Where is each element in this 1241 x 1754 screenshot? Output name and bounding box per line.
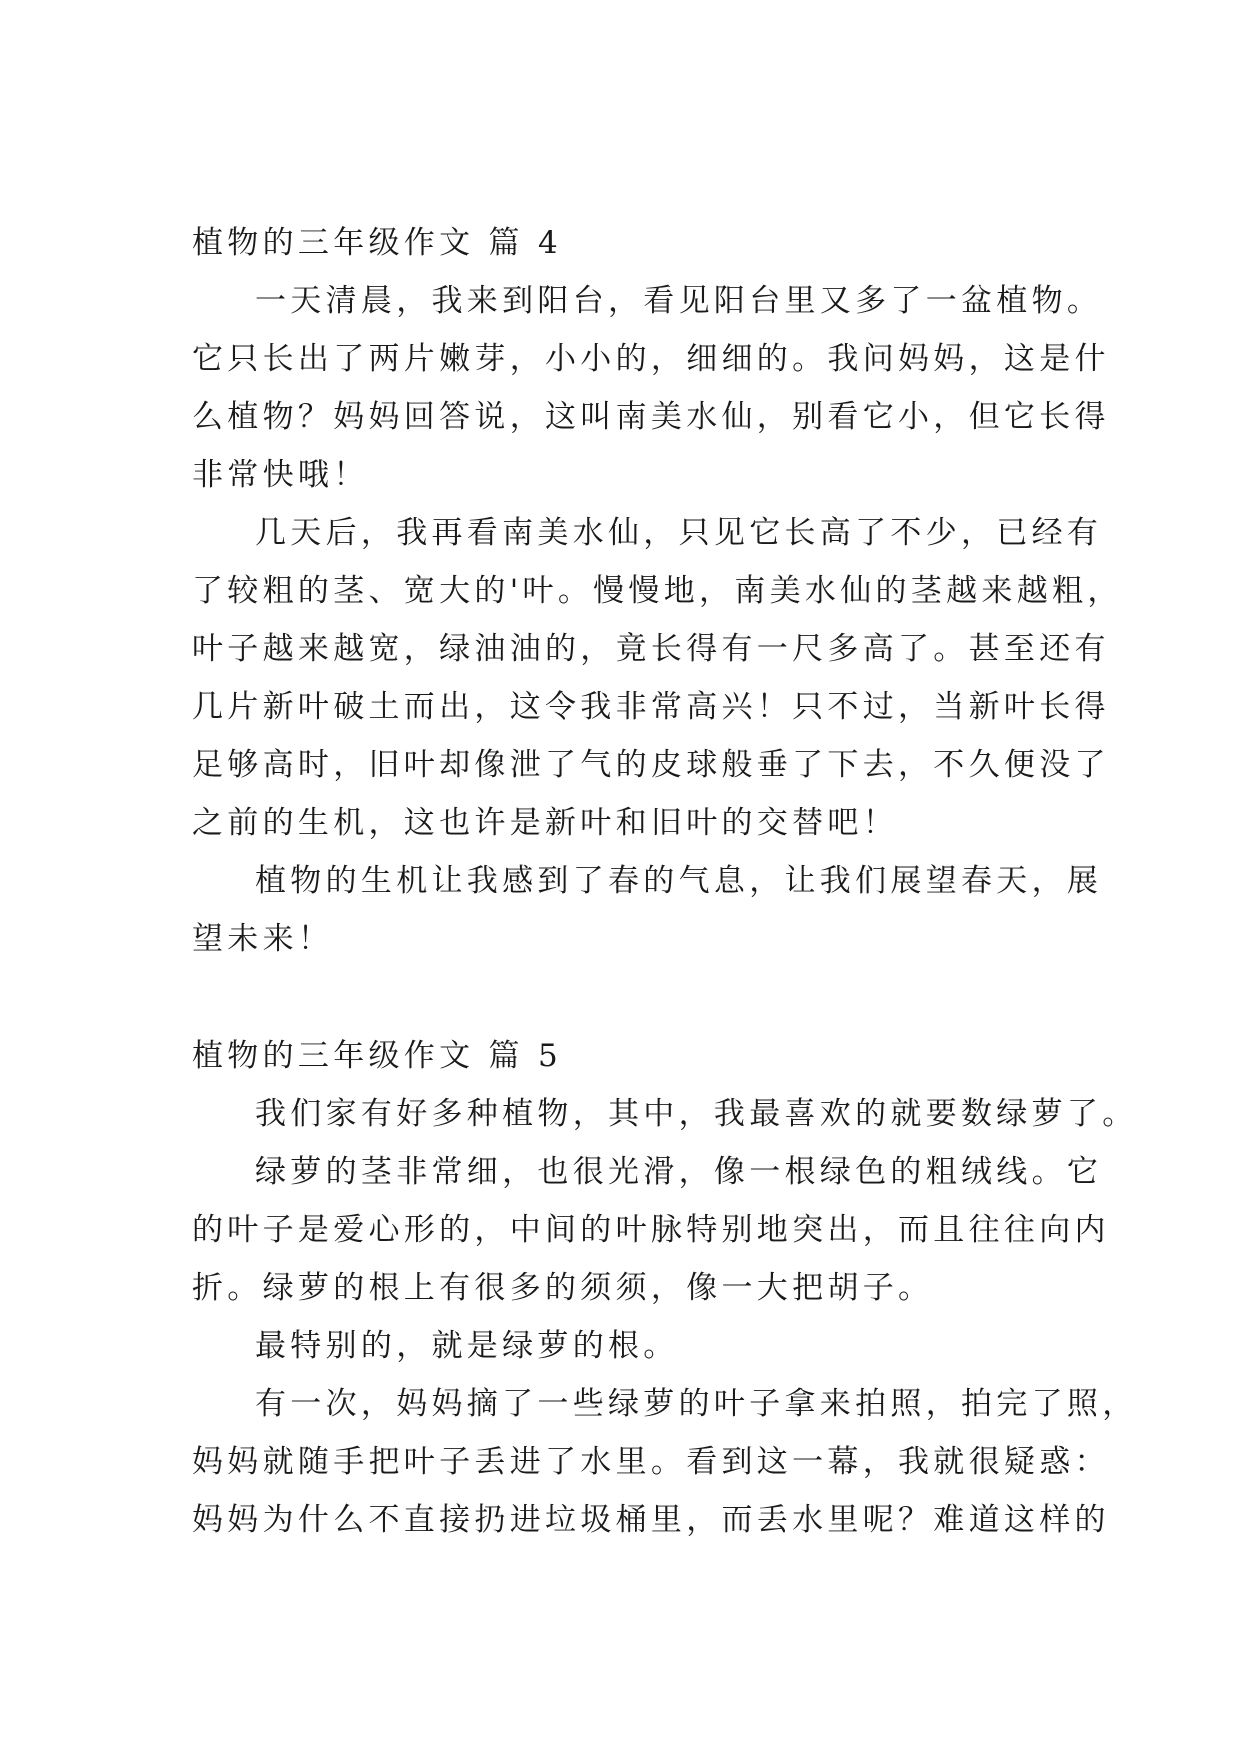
paragraph-line: 么植物？妈妈回答说，这叫南美水仙，别看它小，但它长得: [192, 399, 1110, 435]
paragraph-line: 一天清晨，我来到阳台，看见阳台里又多了一盆植物。: [255, 283, 1103, 319]
paragraph-line: 妈妈为什么不直接扔进垃圾桶里，而丢水里呢？难道这样的: [192, 1502, 1110, 1538]
paragraph-line: 之前的生机，这也许是新叶和旧叶的交替吧！: [192, 805, 898, 841]
paragraph-line: 叶子越来越宽，绿油油的，竟长得有一尺多高了。甚至还有: [192, 631, 1110, 667]
paragraph-line: 有一次，妈妈摘了一些绿萝的叶子拿来拍照，拍完了照，: [255, 1386, 1138, 1422]
paragraph-line: 了较粗的茎、宽大的'叶。慢慢地，南美水仙的茎越来越粗，: [192, 573, 1123, 609]
paragraph-line: 植物的生机让我感到了春的气息，让我们展望春天，展: [255, 863, 1103, 899]
section-4-heading: 植物的三年级作文 篇 4: [192, 225, 563, 261]
paragraph-line: 足够高时，旧叶却像泄了气的皮球般垂了下去，不久便没了: [192, 747, 1110, 783]
paragraph-line: 的叶子是爱心形的，中间的叶脉特别地突出，而且往往向内: [192, 1212, 1110, 1248]
paragraph-line: 望未来！: [192, 921, 334, 957]
paragraph-line: 妈妈就随手把叶子丢进了水里。看到这一幕，我就很疑惑：: [192, 1444, 1110, 1480]
paragraph-line: 几片新叶破土而出，这令我非常高兴！只不过，当新叶长得: [192, 689, 1110, 725]
paragraph-line: 几天后，我再看南美水仙，只见它长高了不少，已经有: [255, 515, 1103, 551]
paragraph-line: 我们家有好多种植物，其中，我最喜欢的就要数绿萝了。: [255, 1096, 1138, 1132]
section-5-heading: 植物的三年级作文 篇 5: [192, 1038, 563, 1074]
paragraph-line: 最特别的，就是绿萝的根。: [255, 1328, 679, 1364]
paragraph-line: 它只长出了两片嫩芽，小小的，细细的。我问妈妈，这是什: [192, 341, 1110, 377]
paragraph-line: 折。绿萝的根上有很多的须须，像一大把胡子。: [192, 1270, 934, 1306]
paragraph-line: 绿萝的茎非常细，也很光滑，像一根绿色的粗绒线。它: [255, 1154, 1103, 1190]
paragraph-line: 非常快哦！: [192, 457, 369, 493]
